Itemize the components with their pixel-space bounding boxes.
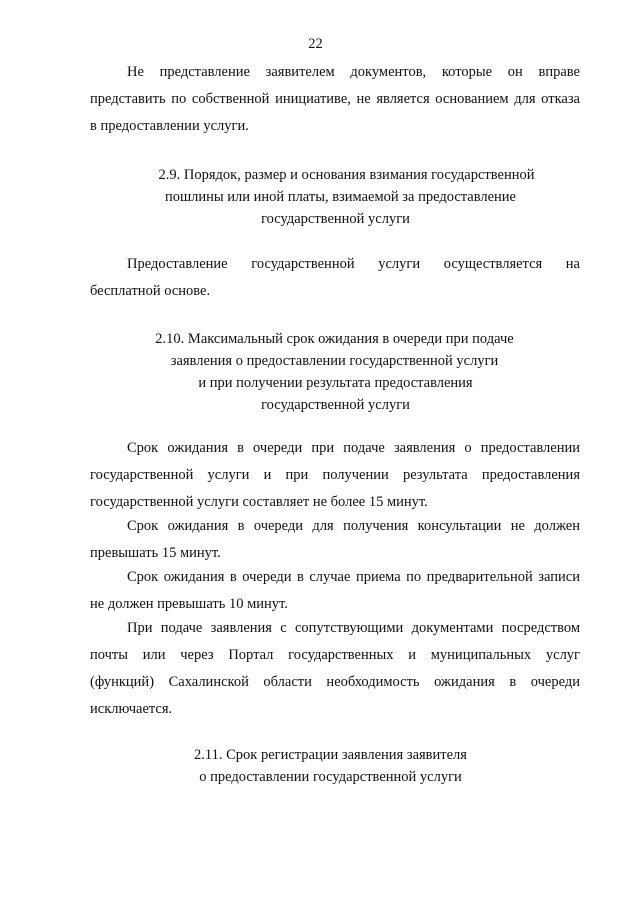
paragraph-line: в предоставлении услуги. — [90, 118, 249, 134]
section-heading-2-9: 2.9. Порядок, размер и основания взимания государственной — [158, 167, 535, 183]
paragraph-line: бесплатной основе. — [90, 283, 211, 299]
section-heading-2-9: государственной услуги — [261, 211, 410, 227]
paragraph-line: (функций) Сахалинской области необходимость ожидания в очереди — [90, 674, 580, 690]
paragraph-line: почты или через Портал государственных и муниципальных услуг — [90, 647, 580, 663]
section-heading-2-10: и при получении результата предоставления — [198, 375, 473, 391]
paragraph-line: При подаче заявления с сопутствующими документами посредством — [127, 620, 580, 636]
page-number: 22 — [308, 36, 323, 52]
paragraph-line: не должен превышать 10 минут. — [90, 596, 288, 612]
section-heading-2-11: о предоставлении государственной услуги — [199, 769, 462, 785]
paragraph-line: Предоставление государственной услуги осуществляется на — [127, 256, 580, 272]
paragraph-line: Не представление заявителем документов, которые он вправе — [127, 64, 580, 80]
paragraph-line: Срок ожидания в очереди в случае приема по предварительной записи — [127, 569, 580, 585]
paragraph-line: Срок ожидания в очереди при подаче заявления о предоставлении — [127, 440, 580, 456]
paragraph-line: превышать 15 минут. — [90, 545, 221, 561]
paragraph-line: государственной услуги составляет не более 15 минут. — [90, 494, 428, 510]
paragraph-line: государственной услуги и при получении результата предоставления — [90, 467, 580, 483]
section-heading-2-10: 2.10. Максимальный срок ожидания в очереди при подаче — [155, 331, 514, 347]
section-heading-2-10: заявления о предоставлении государственной услуги — [170, 353, 499, 369]
section-heading-2-9: пошлины или иной платы, взимаемой за предоставление — [164, 189, 516, 205]
paragraph-line: исключается. — [90, 701, 173, 717]
paragraph-line: представить по собственной инициативе, не является основанием для отказа — [90, 91, 580, 107]
paragraph-line: Срок ожидания в очереди для получения консультации не должен — [127, 518, 580, 534]
section-heading-2-10: государственной услуги — [261, 397, 410, 413]
section-heading-2-11: 2.11. Срок регистрации заявления заявителя — [194, 747, 467, 763]
